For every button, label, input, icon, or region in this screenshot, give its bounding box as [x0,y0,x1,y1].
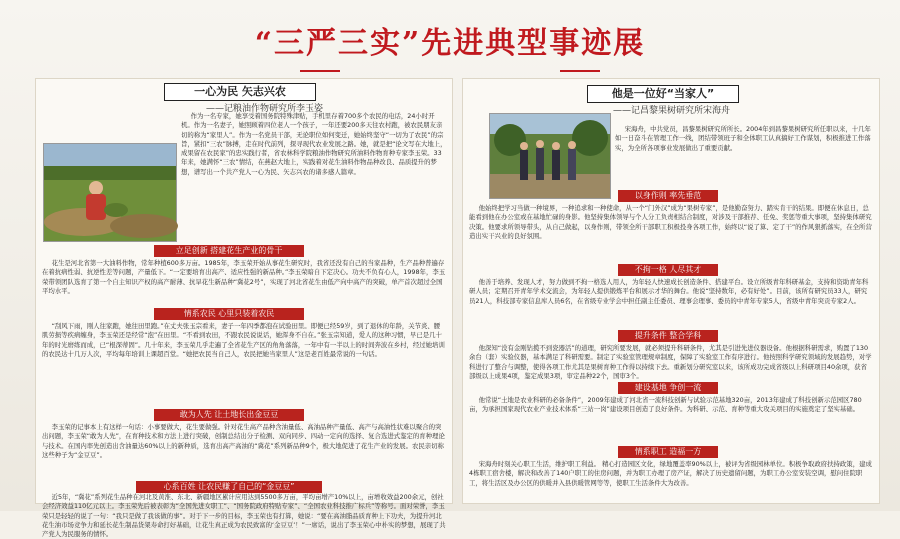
right-photo [489,113,611,199]
title-rule-left [300,70,340,72]
left-photo [43,143,177,242]
left-intro: 作为一名专家，她享受着国务院特殊津贴，手机里存着700多个农民的电话，24小时开机。作为一名妻子，她照顾着四位老人一个孩子，一年还要200多天往农村跑，被农民朋友亲切的称为“家里人”。作为一名党员干部，无论职位如何变迁，她始终坚守“一切为了农民”的宗旨，紧扣“三农”脉搏，走在时代前列，探寻现代农业发展之路。她，就是把“论文写在大地上，成果留在农民家”的忠实践行者，省农林科学院粮油作物研究所油料作物育种专家李玉荣。33年来，她满怀“三农”情结，在燕赵大地上，实践着对花生油料作物品种改良、品质提升的梦想，谱写出一个共产党人一心为民、矢志兴农的诸多感人篇章。 [181,112,447,176]
profile-panel-left [35,78,453,539]
right-section-1-title: 以身作则 率先垂范 [618,190,718,202]
profile-panel-right [462,78,880,504]
left-section-1-title: 立足创新 搭建花生产业的骨干 [154,245,304,257]
right-section-5-text: 宋海舟时刻关心职工生活，维护职工利益。 精心打造园区文化，绿地覆盖率90%以上，被评为省级园林单位。积极争取政府扶持政策，建成4栋职工宿舍楼，解决和改善了140户职工的住房问题，并为职工办理了房产证，解决了历史遗留问题，为职工办公室安装空调，慰问住院职工，将生活区及办公区的供暖并入县供暖管网等等，使职工生活条件大为改善。 [469,460,872,487]
peanut-field-photo-icon [44,144,176,241]
left-section-3-title: 敢为人先 让土地长出金豆豆 [154,409,304,421]
right-section-4-title: 建设基地 争创一流 [618,382,718,394]
right-heading: 他是一位好“当家人” [587,85,739,103]
right-section-4-text: 他常说“土地是农业科研的必备条件”，2009年建成了河北省一流科技创新与试验示范基地320亩，2013年建成了科技创新示范园区780亩，为承担国家现代农业产业技术体系“三站一岗”建设项目创造了良好条件。为科研、示范、育种等重大攻关项目的实施奠定了坚实基础。 [469,396,862,414]
left-section-4-text: 近5年，“冀花”系列花生品种在河北及黄淮、东北、新疆地区累计应用达到5500多万亩，平均亩增产10%以上，亩增收效益200余元，创社会经济效益110亿元以上。李玉荣先后被表彰为“全国先进女职工”、“国务院政府特贴专家”、“全国农业科技推广标兵”等称号。面对荣誉，李玉荣只是轻轻的说了一句：“我只是做了我该做的事”。对于下一步的目标，李玉荣也有打算，她说：“要在高油脂品质育种上下功夫，为提升河北花生油市场竞争力和延长花生制品货架寿命打好基础，让花生真正成为农民致富的‘金豆豆’！”一席话，说出了李玉荣心中朴实的梦想，展现了共产党人为民服务的情怀。 [42,493,446,539]
left-section-2-text: “刮风下雨，刚人往家跑，她往田里跑。”在丈夫张玉宗看来，妻子一年四季都泡在试验田里。即便已经59岁，到了退休的年龄，关节炎、腰肌劳损等疾病缠身，李玉荣还是经常“泡”在田里。“不看到农田，不跟农民说说话，她浑身不自在。”张玉宗知道，爱人的这种习惯，早已是几十年的时光磨练而成，已“根深蒂固”。几十年来，李玉荣几乎走遍了全省花生产区的角角落落，一年中有一半以上的时间奔波在乡村，经过她培训的农民达十几万人次，平均每年培训上课超百堂。“她把农民当自己人，农民把她当家里人”这是老百姓最常说的一句话。 [42,322,445,358]
left-heading: 一心为民 矢志兴农 [164,83,316,101]
left-section-4-title: 心系百姓 让农民赚了自己的“金豆豆” [136,481,322,493]
left-section-3-text: 李玉荣的记事本上有这样一句话：小事要做大，花生要做强。针对花生高产品种含油量低、高油品种产量低、高产与高油性状难以聚合的突出问题，李玉荣“敢为人先”，在育种技术和方法上进行突破，创制总结出分子检测、双向同步、四动一定向的选择、复合选进式鉴定的育种理论与技术。在国内率先创造出含油量达60%以上的新种质，选育出高产高油的“冀花”系列新品种9个，极大地促进了花生产业的发展。农民亲切称这些种子为“金豆豆”。 [42,423,445,459]
right-section-2-text: 他善于培养、发现人才，努力做到不拘一格选人用人，为年轻人快速成长创造条件、搭建平台。设立所级青年科研基金，支持和资助青年科研人员；定期召开青年学术交流会，为年轻人提供锻炼平台和展示才华的舞台。他说“坚持数年，必有好处”。目前，该所有研究员33人，研究员21人，科技部专家信息库人员6名，在省级专业学会中担任副主任委员、理事会理事、委员的中青年专家5人，省级中青年突贡专家2人。 [469,278,869,305]
right-section-1-text: 他始终把学习当做一种境界，一种追求和一种使命，从一个“门外汉”成为“果树专家”，是他勤奋努力、踏实肯干的结果。即便在休息日，总能看到他在办公室或在基地忙碌的身影。他坚持集体领导与个人分工负责相结合制度，对涉及干部推荐、任免、奖惩等重大事项，坚持集体研究决策。他要求所领导带头，从自己做起，以身作则，带领全所干部职工积极投身各项工作，始终以“说了算、定了干”的作风狠抓落实，在全所营造出实干兴业的良好氛围。 [469,204,872,240]
banner-title: “三严三实”先进典型事迹展 [254,26,646,61]
right-intro: 宋海舟，中共党员，昌黎果树研究所所长。2004年到昌黎果树研究所任职以来，十几年如一日奋斗在管理工作一线，团结带领班子和全体职工认真搞好工作谋划，积极推进工作落实，为全所各项事业发展做出了重要贡献。 [615,125,871,152]
right-section-2-title: 不拘一格 人尽其才 [618,264,718,276]
right-subtitle: ——记昌黎果树研究所宋海舟 [613,106,731,116]
left-section-2-title: 情系农民 心里只装着农民 [154,308,304,320]
left-section-1-text: 花生是河北省第一大油料作物，常年种植600多万亩。1985年，李玉荣开始从事花生研究时，我省还没有自己的当家品种，生产品种普遍存在着抗病性弱、抗逆性差等问题，产量低下。“一定要培育出高产、适应性强的新品种。”李玉荣暗自下定决心。功夫不负有心人，1998年，李玉荣带领团队选育了第一个自主知识产权的高产耐薄、抗旱花生新品种“冀花2号”，实现了河北省花生由低产向中高产的突破，单产首次超过全国平均水平。 [42,259,446,295]
right-section-3-title: 提升条件 整合学科 [618,330,718,342]
right-section-3-text: 他深知“没有金刚钻揽不到瓷器活”的道理，研究所要发展，就必须提升科研条件，尤其是引进先进仪器设备。他根据科研需求，购置了130余台（套）实验仪器，基本满足了科研需要。制定了实验室管理规章制度，保障了实验室工作有序进行。他按照科学研究领域的发展趋势，对学科进行了整合与调整，使得各项工作尤其是果树育种工作得以持续下去。重新划分研究室以来，该所成功完成省级以上科研项目40余项，获省部级以上成果4项，鉴定成果3项，审定品种22个，国审3个。 [469,344,872,380]
right-section-5-title: 情系职工 造福一方 [618,446,718,458]
title-rule-right [560,70,600,72]
orchard-group-photo-icon [490,114,610,198]
left-subtitle: ——记粮油作物研究所李玉姿 [206,104,324,114]
